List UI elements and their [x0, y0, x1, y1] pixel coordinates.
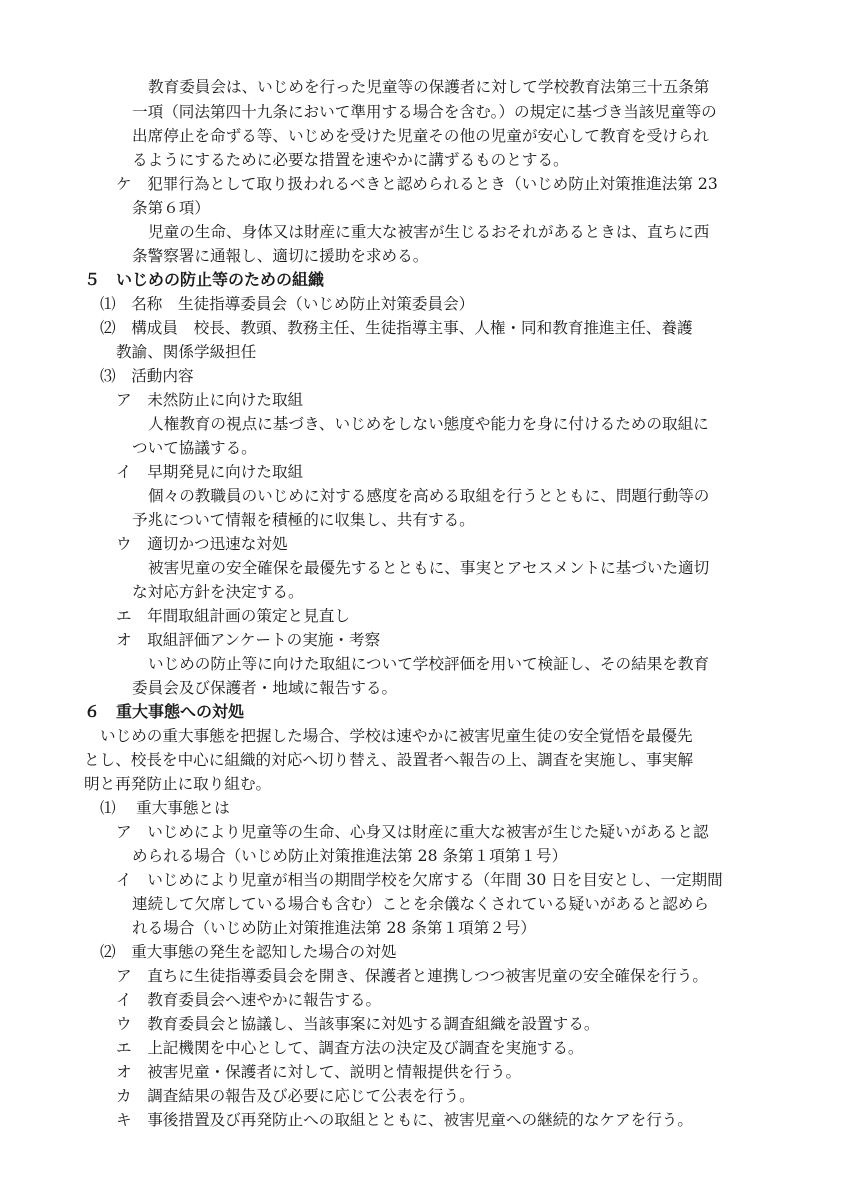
list-item: イ 早期発見に向けた取組: [116, 463, 304, 481]
section-heading: ６ 重大事態への対処: [84, 702, 245, 721]
text-line: 人権教育の視点に基づき、いじめをしない態度や能力を身に付けるための取組に: [148, 415, 709, 433]
text-line: 教諭、関係学級担任: [116, 343, 257, 361]
text-line: 明と再発防止に取り組む。: [84, 775, 272, 793]
text-line: 連続して欠席している場合も含む）ことを余儀なくされている疑いがあると認めら: [132, 895, 709, 913]
text-line: とし、校長を中心に組織的対応へ切り替え、設置者へ報告の上、調査を実施し、事実解: [84, 751, 694, 769]
list-item: ケ 犯罪行為として取り扱われるべきと認められるとき（いじめ防止対策推進法第 23: [116, 175, 718, 193]
text-line: 委員会及び保護者・地域に報告する。: [132, 679, 398, 697]
list-item: イ 教育委員会へ速やかに報告する。: [116, 991, 382, 1009]
text-line: 個々の教職員のいじめに対する感度を高める取組を行うとともに、問題行動等の: [148, 487, 710, 505]
list-item: ア いじめにより児童等の生命、心身又は財産に重大な被害が生じた疑いがあると認: [116, 823, 709, 841]
text-line: 被害児童の安全確保を最優先するとともに、事実とアセスメントに基づいた適切: [148, 559, 710, 577]
text-line: な対応方針を決定する。: [132, 583, 304, 601]
text-line: 児童の生命、身体又は財産に重大な被害が生じるおそれがあるときは、直ちに西: [148, 223, 710, 241]
text-line: れる場合（いじめ防止対策推進法第 28 条第１項第２号）: [132, 919, 537, 937]
section-heading: ５ いじめの防止等のための組織: [84, 270, 325, 289]
text-line: いじめの重大事態を把握した場合、学校は速やかに被害児童生徒の安全覚悟を最優先: [100, 727, 693, 745]
text-line: るようにするために必要な措置を速やかに講ずるものとする。: [132, 151, 569, 169]
list-item: オ 取組評価アンケートの実施・考察: [116, 631, 381, 649]
list-item: エ 年間取組計画の策定と見直し: [116, 607, 350, 625]
list-item: ⑴ 名称 生徒指導委員会（いじめ防止対策委員会）: [100, 295, 475, 313]
text-line: 一項（同法第四十九条において準用する場合を含む。）の規定に基づき当該児童等の: [132, 103, 717, 121]
list-item: エ 上記機関を中心として、調査方法の決定及び調査を実施する。: [116, 1039, 584, 1057]
list-item: オ 被害児童・保護者に対して、説明と情報提供を行う。: [116, 1063, 522, 1081]
list-item: ⑴ 重大事態とは: [100, 799, 230, 817]
list-item: イ いじめにより児童が相当の期間学校を欠席する（年間 30 日を目安とし、一定期間: [116, 871, 723, 889]
text-line: 教育委員会は、いじめを行った児童等の保護者に対して学校教育法第三十五条第: [148, 78, 710, 96]
text-line: められる場合（いじめ防止対策推進法第 28 条第１項第１号）: [132, 847, 568, 865]
text-line: ついて協議する。: [132, 439, 257, 457]
list-item: ア 直ちに生徒指導委員会を開き、保護者と連携しつつ被害児童の安全確保を行う。: [116, 967, 708, 985]
text-line: 出席停止を命ずる等、いじめを受けた児童その他の児童が安心して教育を受けられ: [132, 127, 709, 145]
text-line: 予兆について情報を積極的に収集し、共有する。: [132, 511, 475, 529]
list-item: ⑶ 活動内容: [100, 367, 194, 385]
text-line: 条警察署に通報し、適切に援助を求める。: [132, 247, 429, 265]
list-item: カ 調査結果の報告及び必要に応じて公表を行う。: [116, 1087, 475, 1105]
list-item: ウ 教育委員会と協議し、当該事案に対処する調査組織を設置する。: [116, 1015, 600, 1033]
list-item: ア 未然防止に向けた取組: [116, 391, 304, 409]
list-item: ⑵ 構成員 校長、教頭、教務主任、生徒指導主事、人権・同和教育推進主任、養護: [100, 319, 693, 337]
list-item: ⑵ 重大事態の発生を認知した場合の対処: [100, 943, 397, 961]
list-item: ウ 適切かつ迅速な対処: [116, 535, 288, 553]
text-line: いじめの防止等に向けた取組について学校評価を用いて検証し、その結果を教育: [148, 655, 710, 673]
text-line: 条第６項）: [132, 199, 210, 217]
list-item: キ 事後措置及び再発防止への取組とともに、被害児童への継続的なケアを行う。: [116, 1111, 693, 1129]
